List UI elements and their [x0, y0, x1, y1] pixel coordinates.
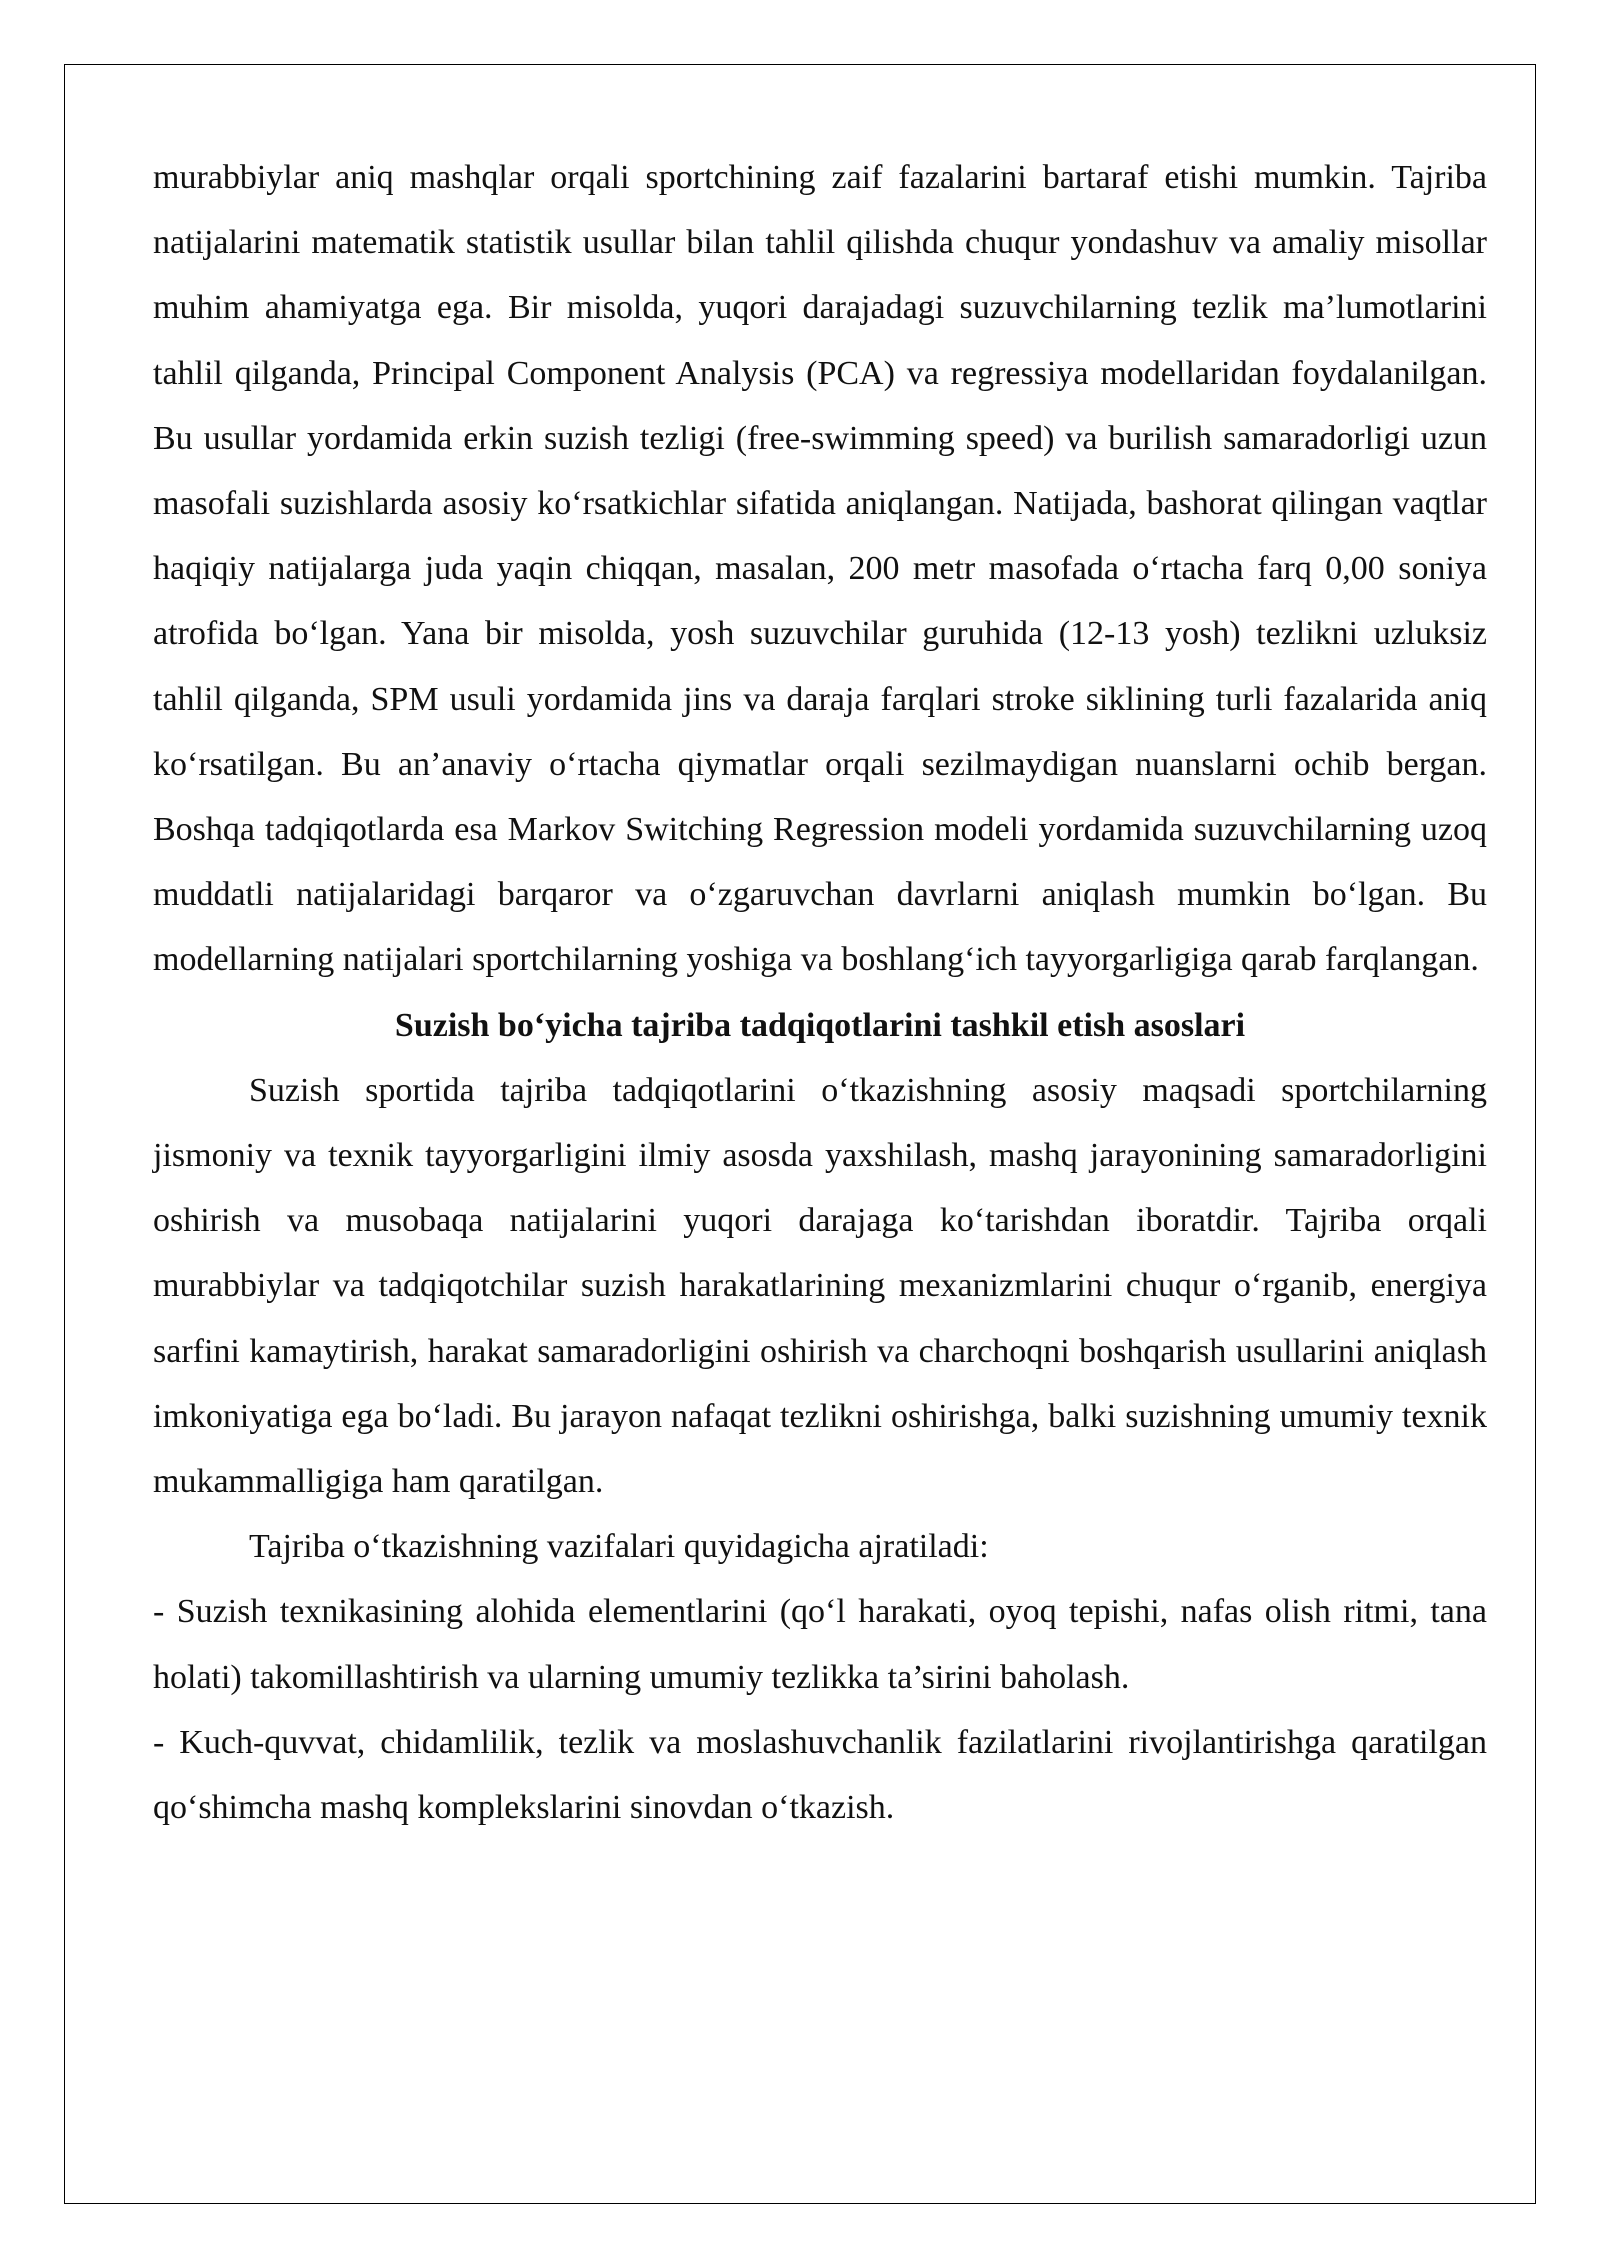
body-paragraph: Suzish sportida tajriba tadqiqotlarini o‘tkazishning asosiy maqsadi sportchilarning jismoniy va texnik tayyorgarligini ilmiy asosda yaxshilash, mashq jarayonining samaradorligini oshirish va musobaqa natijalarini yuqori darajaga ko‘tarishdan iboratdir. Tajriba orqali murabbiylar va tadqiqotchilar suzish harakatlarining mexanizmlarini chuqur o‘rganib, energiya sarfini kamaytirish, harakat samaradorligini oshirish va charchoqni boshqarish usullarini aniqlash imkoniyatiga ega bo‘ladi. Bu jarayon nafaqat tezlikni oshirishga, balki suzishning umumiy texnik mukammalligiga ham qaratilgan.: [153, 1071, 1487, 1501]
list-intro-paragraph: Tajriba o‘tkazishning vazifalari quyidagicha ajratiladi:: [249, 1528, 989, 1566]
list-item: - Kuch-quvvat, chidamlilik, tezlik va moslashuvchanlik fazilatlarini rivojlantirishga qaratilgan qo‘shimcha mashq komplekslarini sinovdan o‘tkazish.: [153, 1723, 1487, 1827]
body-paragraph: murabbiylar aniq mashqlar orqali sportchining zaif fazalarini bartaraf etishi mumkin. Tajriba natijalarini matematik statistik usullar bilan tahlil qilishda chuqur yondashuv va amaliy misollar muhim ahamiyatga ega. Bir misolda, yuqori darajadagi suzuvchilarning tezlik ma’lumotlarini tahlil qilganda, Principal Component Analysis (PCA) va regressiya modellaridan foydalanilgan. Bu usullar yordamida erkin suzish tezligi (free-swimming speed) va burilish samaradorligi uzun masofali suzishlarda asosiy ko‘rsatkichlar sifatida aniqlangan. Natijada, bashorat qilingan vaqtlar haqiqiy natijalarga juda yaqin chiqqan, masalan, 200 metr masofada o‘rtacha farq 0,00 soniya atrofida bo‘lgan. Yana bir misolda, yosh suzuvchilar guruhida (12-13 yosh) tezlikni uzluksiz tahlil qilganda, SPM usuli yordamida jins va daraja farqlari stroke siklining turli fazalarida aniq ko‘rsatilgan. Bu an’anaviy o‘rtacha qiymatlar orqali sezilmaydigan nuanslarni ochib bergan. Boshqa tadqiqotlarda esa Markov Switching Regression modeli yordamida suzuvchilarning uzoq muddatli natijalaridagi barqaror va o‘zgaruvchan davrlarni aniqlash mumkin bo‘lgan. Bu modellarning natijalari sportchilarning yoshiga va boshlang‘ich tayyorgarligiga qarab farqlangan.: [153, 159, 1487, 979]
section-heading: Suzish bo‘yicha tajriba tadqiqotlarini tashkil etish asoslari: [394, 1006, 1246, 1044]
list-item: - Suzish texnikasining alohida elementlarini (qo‘l harakati, oyoq tepishi, nafas olish ritmi, tana holati) takomillashtirish va ularning umumiy tezlikka ta’sirini baholash.: [153, 1593, 1487, 1696]
document-body: [153, 145, 1487, 1840]
